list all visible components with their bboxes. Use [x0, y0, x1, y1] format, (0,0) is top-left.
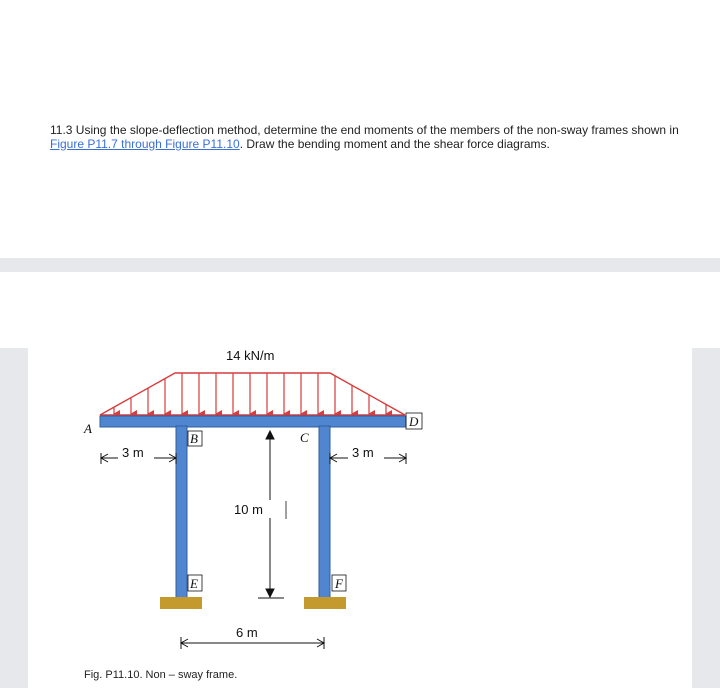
- section-divider: [0, 258, 720, 272]
- question-intro: 11.3 Using the slope-deflection method, determine the end moments of the members of the non-sway frames shown in: [50, 123, 679, 137]
- question-outro: . Draw the bending moment and the shear force diagrams.: [239, 136, 550, 151]
- node-b: B: [190, 431, 198, 446]
- column-be: [176, 426, 187, 598]
- load-label: 14 kN/m: [226, 348, 275, 363]
- right-gutter: [692, 348, 720, 688]
- dim-span-label: 6 m: [236, 625, 258, 640]
- left-gutter: [0, 348, 28, 688]
- beam-ad: [100, 416, 406, 427]
- node-c: C: [300, 430, 309, 445]
- dim-right-label: 3 m: [352, 445, 374, 460]
- node-d: D: [409, 414, 419, 429]
- frame-figure: [80, 335, 500, 688]
- support-e: [160, 597, 202, 609]
- figure-caption: Fig. P11.10. Non – sway frame.: [84, 669, 238, 681]
- question-text: [50, 124, 690, 151]
- distributed-load: [100, 373, 405, 415]
- dim-left-label: 3 m: [122, 445, 144, 460]
- node-a: A: [84, 421, 92, 436]
- node-f: F: [335, 576, 343, 591]
- node-e: E: [190, 576, 198, 591]
- figure-link[interactable]: Figure P11.7 through Figure P11.10: [50, 136, 240, 151]
- column-cf: [319, 426, 330, 598]
- support-f: [304, 597, 346, 609]
- dim-height-label: 10 m: [234, 502, 263, 517]
